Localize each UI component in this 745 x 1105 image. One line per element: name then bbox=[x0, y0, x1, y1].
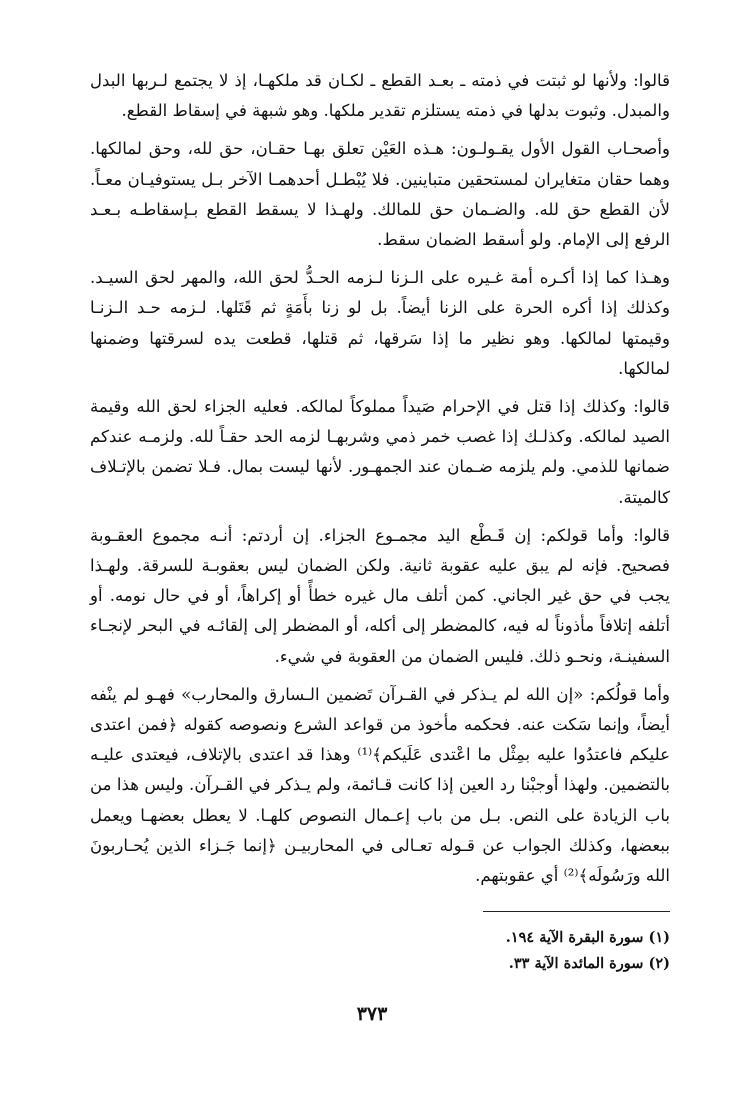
footnote-2: (٢) سورة المائدة الآية ٣٣. bbox=[508, 955, 670, 972]
paragraph-5: قالوا: وأما قولكم: إن قَـطْع اليد مجمـوع الجزاء. إن أردتم: أنـه مجموع العقـوبة فصحيح. فإنه لم يبق عليه عقوبة ثانية. ولكن الضمان ليس بعقوبـة للسرقة. ولهـذا يجب في حق غير الجاني. كمن أتلف مال غيره خطأً أو إكراهاً، أو في حال نومه. أو أتلفه إتلافاً مأذوناً له فيه، كالمضطر إلى أكله، أو المضطر إلى إلقائـه في البحر لإنجـاء السفينـة، ونحـو ذلك. فليس الضمان من العقوبة في شيء. bbox=[90, 525, 670, 666]
footnote-1: (١) سورة البقرة الآية ١٩٤. bbox=[505, 929, 670, 946]
paragraph-1: قالوا: ولأنها لو ثبتت في ذمته ـ بعـد القطع ـ لكـان قد ملكهـا، إذ لا يجتمع لـربها البدل والمبدل. وثبوت بدلها في ذمته يستلزم تقدير ملكها. وهو شبهة في إسقاط القطع. bbox=[90, 71, 670, 121]
main-text bbox=[90, 66, 670, 899]
page-number: ٣٧٣ bbox=[356, 1003, 388, 1025]
footnotes bbox=[330, 925, 670, 977]
paragraph-3: وهـذا كما إذا أكـره أمة غـيره على الـزنا لـزمه الحـدُّ لحق الله، والمهر لحق السيـد. وكذلك إذا أكره الحرة على الزنا أيضاً. بل لو زنا بأَمَةٍ ثم قَتَلها. لـزمه حـد الـزنـا وقيمتها لمالكها. وهو نظير ما إذا سَرقها، ثم قتلها، قطعت يده لسرقتها وضمنها لمالكها. bbox=[90, 268, 670, 378]
paragraph-4: قالوا: وكذلك إذا قتل في الإحرام صَيداً مملوكاً لمالكه. فعليه الجزاء لحق الله وقيمة الصيد لمالكه. وكذلـك إذا غصب خمر ذمي وشربهـا لزمه الحد حقـاً لله. ولزمـه عندكم ضمانها للذمي. ولم يلزمه ضـمان عند الجمهـور. لأنها ليست بمال. فـلا تضمن بالإتـلاف كالميتة. bbox=[90, 397, 670, 507]
footnote-separator bbox=[483, 911, 670, 912]
paragraph-6: وأما قولُكم: «إن الله لم يـذكر في القـرآن تَضمين الـسارق والمحارب» فهـو لم ينْفه أيضاً، وإنما سَكت عنه. فحكمه مأخوذ من قواعد الشرع ونصوصه كقوله ﴿فمن اعتدى عليكم فاعتدُوا عليه بمِثْل ما اعْتدى عَلَيكم﴾⁽¹⁾ وهذا قد اعتدى بالإتلاف، فيعتدى عليـه بالتضمين. ولهذا أوجبْنا رد العين إذا كانت قـائمة، ولم يـذكر في القـرآن. وليس هذا من باب الزيادة على النص. بـل من باب إعـمال النصوص كلهـا. لا يعطل بعضهـا ويعمل ببعضها، وكذلك الجواب عن قـوله تعـالى في المحاربيـن ﴿إنما جَـزاء الذين يُحـاربونَ الله ورَسُولَه﴾⁽²⁾ أي عقوبتهم. bbox=[90, 684, 670, 886]
paragraph-2: وأصحـاب القول الأول يقـولـون: هـذه العَيْن تعلق بهـا حقـان، حق لله، وحق لمالكها. وهما حقان متغايران لمستحقين متباينين. فلا يُبْطـل أحدهمـا الآخر بـل يستوفيـان معـاً. لأن القطع حق لله. والضـمان حق للمالك. ولهـذا لا يسقط القطع بـإسقاطـه بـعـد الرفع إلى الإمام. ولو أسقط الضمان سقط. bbox=[90, 139, 670, 250]
